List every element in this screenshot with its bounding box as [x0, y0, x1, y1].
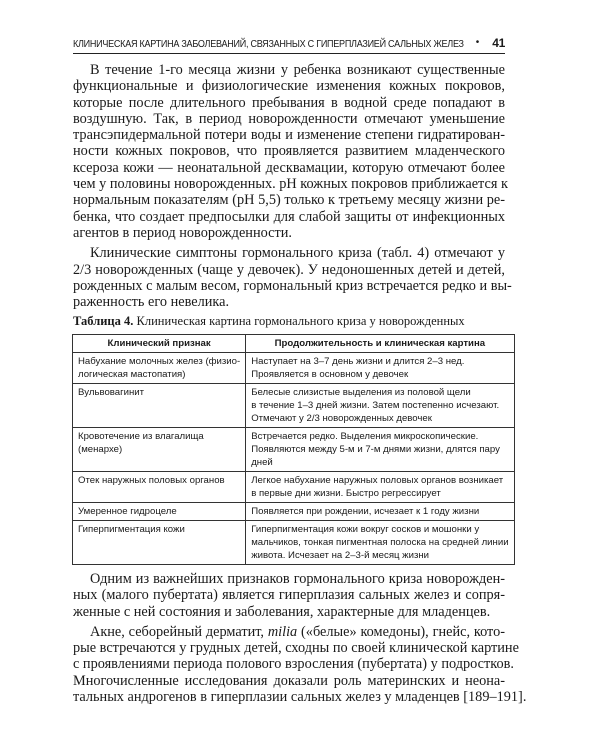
cell-line: Отмечают у 2/3 новорожденных девочек	[251, 413, 432, 424]
text-line: нормальным показателям (pH 5,5) только к третьему месяцу жизни ре-	[73, 192, 505, 209]
running-header-title: КЛИНИЧЕСКАЯ КАРТИНА ЗАБОЛЕВАНИЙ, СВЯЗАННЫХ С ГИПЕРПЛАЗИЕЙ САЛЬНЫХ ЖЕЛЕЗ	[73, 38, 464, 50]
description-cell	[246, 428, 514, 472]
clinical-sign-cell	[73, 503, 246, 521]
text-line: ксероза кожи — неонатальной десквамации, которую отмечают более	[73, 159, 505, 176]
paragraph	[73, 623, 527, 706]
cell-line: в первые дни жизни. Быстро регрессирует	[251, 488, 441, 499]
text-line: 2/3 новорожденных (чаще у девочек). У недоношенных детей и детей,	[73, 261, 505, 278]
text-line: ных (малого пубертата) является гиперплазия сальных желез и сопря-	[73, 587, 505, 604]
clinical-sign-cell	[73, 428, 246, 472]
cell-line: Вульвовагинит	[78, 387, 145, 398]
text-line: Клинические симптоны гормонального криза (табл. 4) отмечают у	[90, 245, 505, 262]
table-row	[73, 521, 515, 565]
clinical-sign-cell	[73, 521, 246, 565]
cell-line: Наступает на 3–7 день жизни и длится 2–3 нед.	[251, 356, 465, 367]
cell-line: Легкое набухание наружных половых органов возникает	[251, 475, 504, 486]
table-row	[73, 428, 515, 472]
description-cell	[246, 521, 514, 565]
text-line: с проявлениями периода полового взросления (пубертата) у подростков.	[73, 656, 514, 673]
text-line: чем у половины новорожденных. pH кожных покровов приближается к	[73, 176, 508, 193]
text-line: рожденных с малым весом, гормональный криз встречается редко и вы-	[73, 277, 512, 294]
running-header	[73, 37, 505, 54]
paragraph	[73, 245, 512, 311]
text-line: Одним из важнейших признаков гормонального криза новорожден-	[90, 571, 505, 587]
table-caption	[73, 314, 465, 329]
text-line: Акне, себорейный дерматит, milia («белые» комедоны), гнейс, кото-	[90, 623, 505, 640]
clinical-sign-cell	[73, 353, 246, 384]
cell-line: Белесые слизистые выделения из половой щели	[251, 387, 471, 398]
table-row	[73, 503, 515, 521]
cell-line: мальчиков, тонкая пигментная полоска на средней линии	[251, 537, 509, 548]
cell-line: Отек наружных половых органов	[78, 475, 225, 486]
column-header-description: Продолжительность и клиническая картина	[246, 335, 514, 353]
description-cell	[246, 353, 514, 384]
text-line: В течение 1-го месяца жизни у ребенка возникают существенные	[90, 62, 505, 78]
text-line: тальных андрогенов в гиперплазии сальных желез у младенцев [189–191].	[73, 689, 527, 706]
description-cell	[246, 384, 514, 428]
hormonal-crisis-table	[72, 334, 515, 565]
text-line: воздушную. Так, в период новорожденности отмечают уменьшение	[73, 110, 505, 127]
table-row	[73, 353, 515, 384]
cell-line: Набухание молочных желез (физио-	[78, 356, 241, 367]
text-line: агентов в период новорожденности.	[73, 224, 292, 241]
text-line: трансэпидермальной потери воды и изменение степени гидратирован-	[73, 127, 505, 144]
text-line: функциональные и физиологические изменения кожных покровов,	[73, 78, 505, 95]
cell-line: Умеренное гидроцеле	[78, 506, 177, 517]
text-line: ности кожных покровов, что проявляется развитием младенческого	[73, 143, 505, 160]
table-row	[73, 472, 515, 503]
description-cell	[246, 503, 514, 521]
paragraph	[73, 571, 505, 620]
cell-line: Кровотечение из влагалища	[78, 431, 204, 442]
cell-line: дней	[251, 457, 273, 468]
cell-line: Гиперпигментация кожи	[78, 524, 185, 535]
table-caption-label: Таблица 4.	[73, 314, 134, 328]
table-row	[73, 384, 515, 428]
cell-line: Появляется при рождении, исчезает к 1 году жизни	[251, 506, 480, 517]
clinical-sign-cell	[73, 384, 246, 428]
page-number: 41	[492, 36, 505, 50]
cell-line: (менархе)	[78, 444, 123, 455]
text-line: раженность его невелика.	[73, 294, 230, 311]
text-line: бенка, что создает предпосылки для слабой защиты от инфекционных	[73, 208, 505, 225]
cell-line: в течение 1–3 дней жизни. Затем постепенно исчезают.	[251, 400, 500, 411]
cell-line: Встречается редко. Выделения микроскопические.	[251, 431, 479, 442]
text-line: рые встречаются у грудных детей, сходны по своей клинической картине	[73, 640, 519, 657]
cell-line: Гиперпигментация кожи вокруг сосков и мошонки у	[251, 524, 480, 535]
cell-line: Появляются между 5-м и 7-м днями жизни, длятся пару	[251, 444, 500, 455]
text-line: женные с ней состояния и заболевания, характерные для младенцев.	[73, 603, 491, 620]
cell-line: логическая мастопатия)	[78, 369, 186, 380]
header-bullet: •	[475, 37, 479, 48]
cell-line: живота. Исчезает на 2–3-й месяц жизни	[251, 550, 430, 561]
body-text-bottom	[73, 571, 527, 706]
body-text-top	[73, 62, 512, 311]
description-cell	[246, 472, 514, 503]
text-line: Многочисленные исследования доказали роль материнских и неона-	[73, 672, 505, 689]
table-caption-text: Клиническая картина гормонального криза у новорожденных	[133, 314, 465, 328]
text-line: которые после длительного пребывания в водной среде попадают в	[73, 94, 505, 111]
cell-line: Проявляется в основном у девочек	[251, 369, 409, 380]
table-header-row	[73, 335, 515, 353]
clinical-sign-cell	[73, 472, 246, 503]
paragraph	[73, 62, 508, 241]
column-header-sign: Клинический признак	[73, 335, 246, 353]
